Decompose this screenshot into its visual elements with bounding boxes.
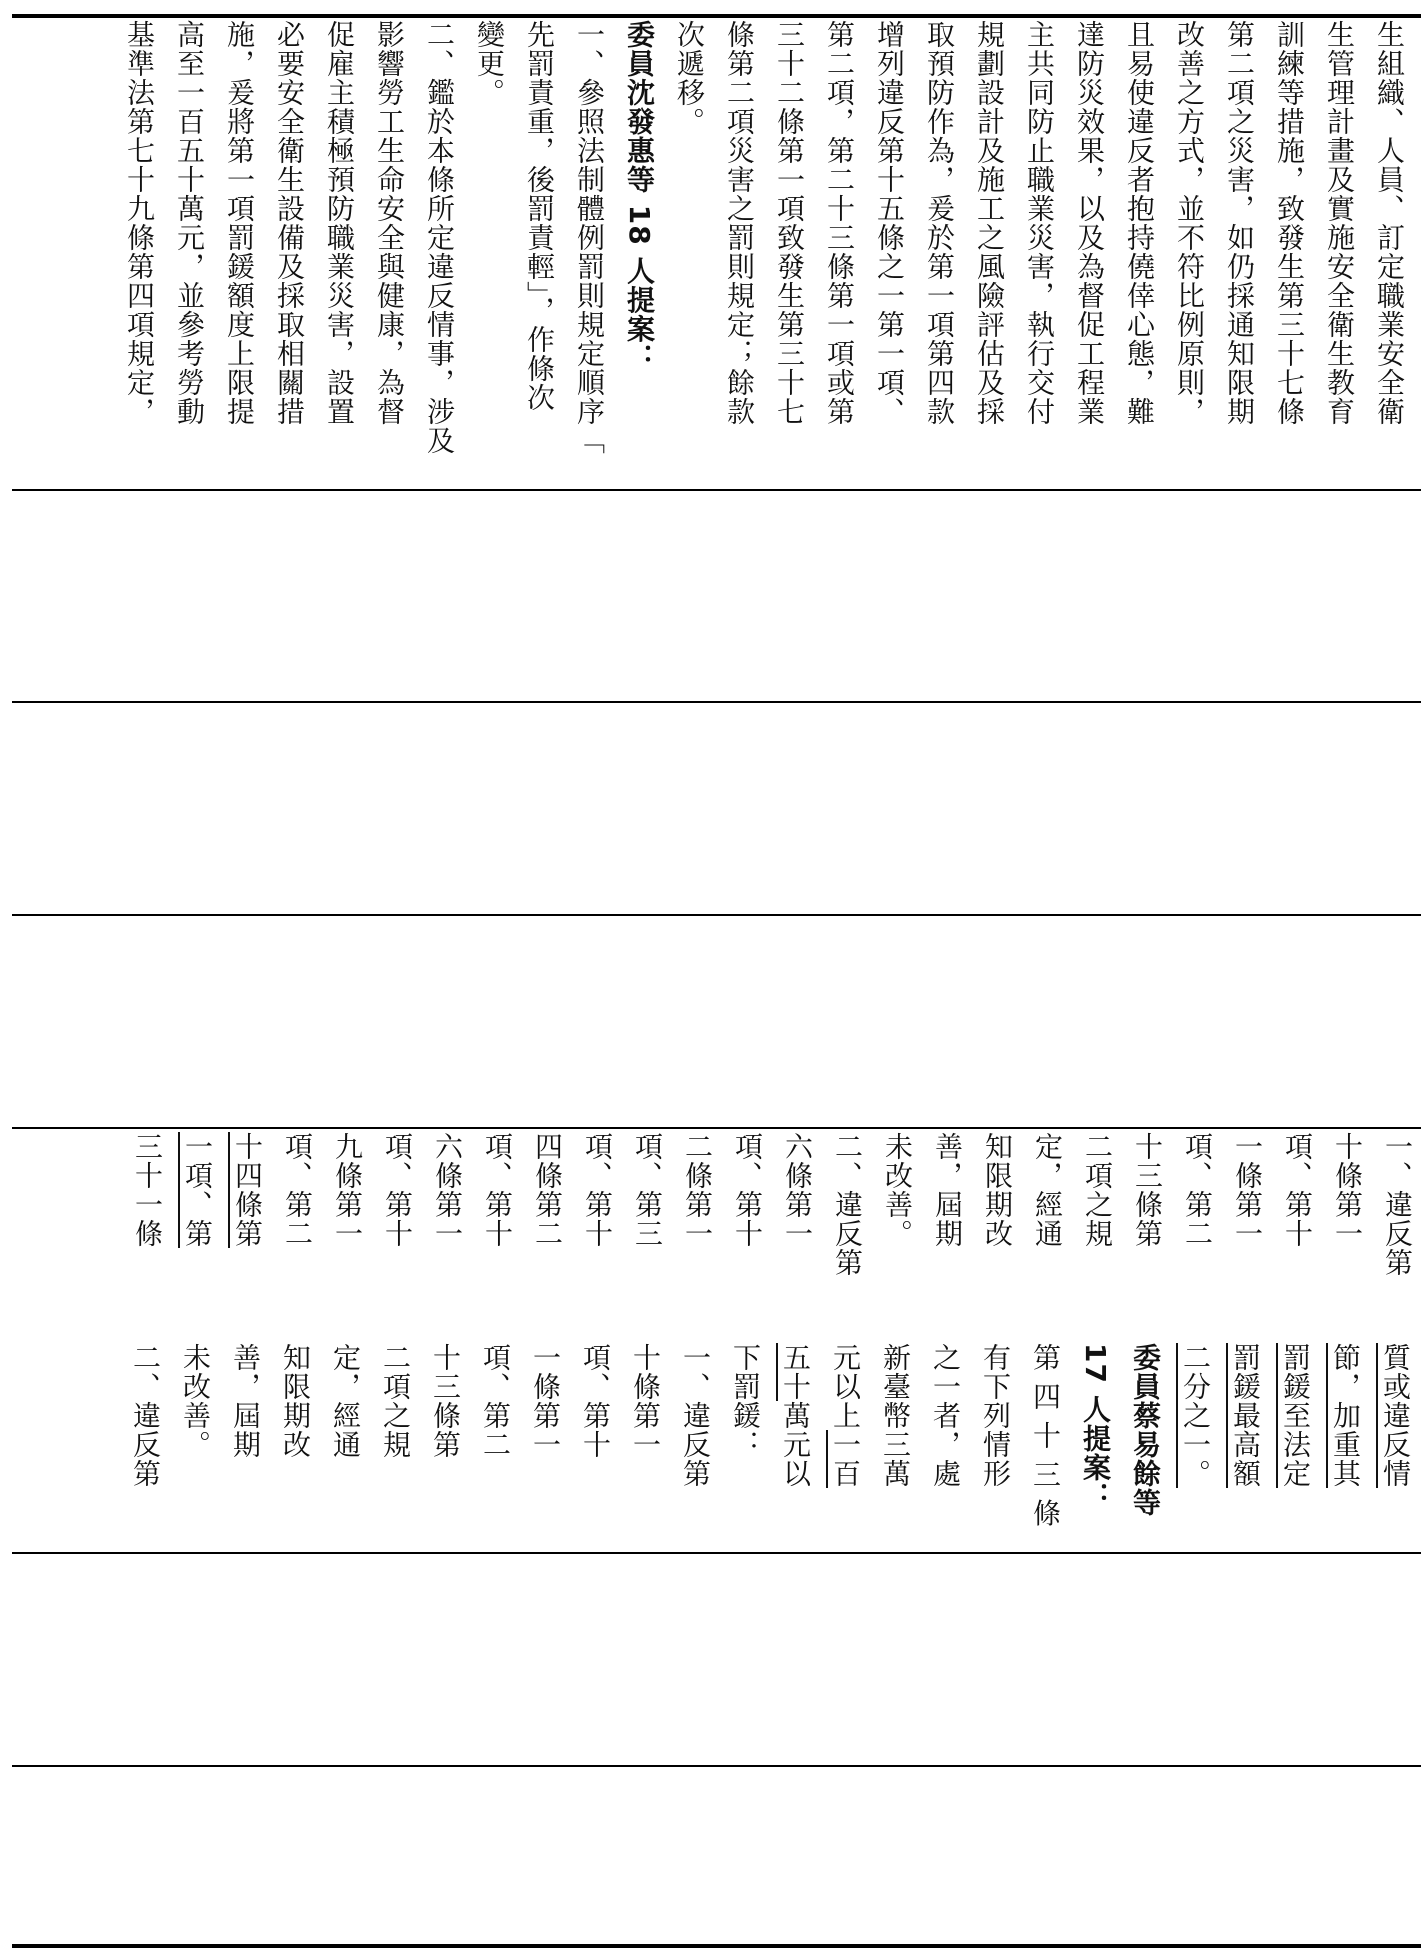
text-run: 元以上 (829, 1343, 862, 1430)
text-line: 下罰鍰： (729, 1343, 762, 1459)
text-line: 生組織、人員、訂定職業安全衛 (1373, 20, 1406, 426)
text-line: 二項之規 (379, 1343, 412, 1459)
text-line: 一、違反第 (1381, 1132, 1414, 1277)
text-line: 十三條第 (1131, 1132, 1164, 1248)
reason-line: 促雇主積極預防職業災害，設置 (323, 20, 356, 426)
table-rule (12, 1127, 1421, 1129)
text-line: 罰鍰至法定 (1279, 1343, 1312, 1488)
text-line: 十四條第 (231, 1132, 264, 1248)
reason-line: 施，爰將第一項罰鍰額度上限提 (223, 20, 256, 426)
text-line: 二分之一。 (1179, 1343, 1212, 1488)
text-line: 二、違反第 (129, 1343, 162, 1488)
text-line: 第 四 十 三 條 (1029, 1343, 1062, 1528)
text-line: 善，屆期 (229, 1343, 262, 1459)
text-line: 一條第一 (529, 1343, 562, 1459)
text-line: 二、違反第 (831, 1132, 864, 1277)
text-line: 知限期改 (279, 1343, 312, 1459)
text-line: 定，經通 (329, 1343, 362, 1459)
text-line: 二條第一 (681, 1132, 714, 1248)
reason-line: 基準法第七十九條第四項規定， (123, 20, 156, 426)
text-line: 十條第一 (629, 1343, 662, 1459)
amended-amount: 一百 (829, 1430, 862, 1488)
reason-line: 二、鑑於本條所定違反情事，涉及 (423, 20, 456, 455)
text-line: 未改善。 (881, 1132, 914, 1248)
reason-line: 變更。 (473, 20, 506, 107)
text-line: 改善之方式，並不符比例原則， (1173, 20, 1206, 426)
table-rule (12, 701, 1421, 703)
text-line: 增列違反第十五條之一第一項、 (873, 20, 906, 426)
text-line: 主共同防止職業災害，執行交付 (1023, 20, 1056, 426)
text-line: 知限期改 (981, 1132, 1014, 1248)
text-line: 未改善。 (179, 1343, 212, 1459)
text-line: 條第二項災害之罰則規定；餘款 (723, 20, 756, 426)
text-line: 項、第三 (631, 1132, 664, 1248)
text-line: 質或違反情 (1379, 1343, 1412, 1488)
text-line: 第二項，第二十三條第一項或第 (823, 20, 856, 426)
text-line (820, 1343, 870, 1541)
reason-line: 一、參照法制體例罰則規定順序「 (573, 20, 606, 455)
text-line: 訓練等措施，致發生第三十七條 (1273, 20, 1306, 426)
text-line: 一、違反第 (679, 1343, 712, 1488)
text-line: 新臺幣三萬 (879, 1343, 912, 1488)
text-line: 十三條第 (429, 1343, 462, 1459)
text-line: 項、第十 (1281, 1132, 1314, 1248)
text-line: 項、第二 (281, 1132, 314, 1248)
text-line: 達防災效果，以及為督促工程業 (1073, 20, 1106, 426)
table-rule (12, 914, 1421, 916)
text-line: 一項、第 (181, 1132, 214, 1248)
text-line: 次遞移。 (673, 20, 706, 136)
text-line: 節，加重其 (1329, 1343, 1362, 1488)
text-line: 四條第二 (531, 1132, 564, 1248)
amended-amount: 五十 (779, 1343, 812, 1401)
reason-line: 影響勞工生命安全與健康，為督 (373, 20, 406, 426)
text-line: 罰鍰最高額 (1229, 1343, 1262, 1488)
reason-line: 先罰責重，後罰責輕」，作條次 (523, 20, 556, 412)
proposer-heading: 委員沈發惠等 18 人提案： (623, 20, 656, 373)
text-line: 善，屆期 (931, 1132, 964, 1248)
proposer-heading: 委員蔡易餘等 (1129, 1343, 1162, 1517)
proposer-heading: 17 人提案： (1079, 1343, 1112, 1511)
reason-line: 高至一百五十萬元，並參考勞動 (173, 20, 206, 426)
table-rule (12, 489, 1421, 491)
text-line: 項、第十 (731, 1132, 764, 1248)
text-line: 項、第二 (479, 1343, 512, 1459)
text-line: 十條第一 (1331, 1132, 1364, 1248)
text-line: 有下列情形 (979, 1343, 1012, 1488)
text-line: 取預防作為，爰於第一項第四款 (923, 20, 956, 426)
proposed-article-text (129, 1343, 1420, 1541)
text-line: 且易使違反者抱持僥倖心態，難 (1123, 20, 1156, 426)
current-article-text (131, 1132, 1422, 1337)
text-line: 定，經通 (1031, 1132, 1064, 1248)
table-rule (12, 1552, 1421, 1554)
text-line: 規劃設計及施工之風險評估及採 (973, 20, 1006, 426)
text-line: 一條第一 (1231, 1132, 1264, 1248)
text-line: 六條第一 (781, 1132, 814, 1248)
text-line: 三十一條 (131, 1132, 164, 1248)
text-line: 第二項之災害，如仍採通知限期 (1223, 20, 1256, 426)
text-line: 九條第一 (331, 1132, 364, 1248)
text-line: 項、第十 (381, 1132, 414, 1248)
text-line: 生管理計畫及實施安全衛生教育 (1323, 20, 1356, 426)
explanation-text-block (34, 20, 1414, 485)
text-line: 六條第一 (431, 1132, 464, 1248)
table-rule-bottom (12, 1944, 1421, 1948)
text-line: 二項之規 (1081, 1132, 1114, 1248)
text-line: 三十二條第一項致發生第三十七 (773, 20, 806, 426)
text-line: 項、第十 (579, 1343, 612, 1459)
text-line: 項、第十 (481, 1132, 514, 1248)
table-rule-top (12, 14, 1421, 18)
text-run: 萬元以 (779, 1401, 812, 1488)
text-line: 之一者，處 (929, 1343, 962, 1488)
text-line (770, 1343, 820, 1541)
table-rule (12, 1765, 1421, 1767)
text-line: 項、第十 (581, 1132, 614, 1248)
text-line: 項、第二 (1181, 1132, 1214, 1248)
reason-line: 必要安全衛生設備及採取相關措 (273, 20, 306, 426)
